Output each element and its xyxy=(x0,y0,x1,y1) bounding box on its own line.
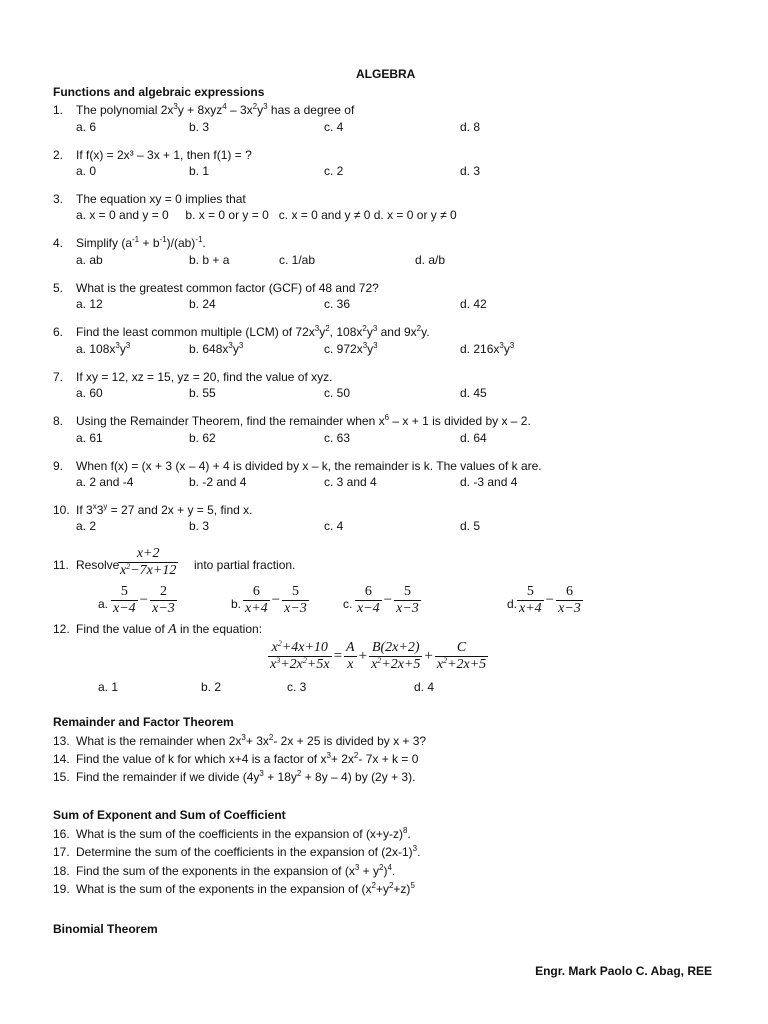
q11-expression: $\frac{x+2}{x^2-7x+12}$ xyxy=(120,546,177,578)
q12-option-a: a. 1 xyxy=(98,680,119,694)
q10-option-c: c. 4 xyxy=(324,519,344,533)
q5-option-c: c. 36 xyxy=(324,297,351,311)
q8-number: 8. xyxy=(53,414,64,428)
q5-option-d: d. 42 xyxy=(460,297,487,311)
q2-number: 2. xyxy=(53,148,64,162)
q5-number: 5. xyxy=(53,281,64,295)
q13-number: 13. xyxy=(53,734,70,748)
section-heading-remainder: Remainder and Factor Theorem xyxy=(53,715,234,729)
q2-option-b: b. 1 xyxy=(189,164,210,178)
q19-text: What is the sum of the exponents in the expansion of $(x^2+y^2+z)^5$ xyxy=(76,881,415,896)
q4-option-d: d. a/b xyxy=(415,253,446,267)
q2-text: If f(x) = 2x³ – 3x + 1, then f(1) = ? xyxy=(76,148,252,162)
q16-number: 16. xyxy=(53,827,70,841)
q10-number: 10. xyxy=(53,503,70,517)
q7-number: 7. xyxy=(53,370,64,384)
q1-option-d: d. 8 xyxy=(460,120,481,134)
q11-option-c-label: c. xyxy=(343,597,353,611)
q9-option-d: d. -3 and 4 xyxy=(460,475,518,489)
q2-option-c: c. 2 xyxy=(324,164,344,178)
q1-text: The polynomial $2x^3y + 8xyz^4 - 3x^2y^3$ has a degree of xyxy=(76,102,355,117)
q11-option-d: $\frac{5}{x+4}$ − $\frac{6}{x-3}$ xyxy=(519,584,581,616)
q10-text: If $3^x3^y = 27$ and 2x + y = 5, find x. xyxy=(76,502,253,517)
q11-number: 11. xyxy=(53,558,69,572)
q4-option-b: b. b + a xyxy=(189,253,230,267)
q10-option-a: a. 2 xyxy=(76,519,97,533)
q8-option-d: d. 64 xyxy=(460,431,487,445)
q7-option-d: d. 45 xyxy=(460,386,487,400)
q12-option-d: d. 4 xyxy=(414,680,435,694)
q2-option-a: a. 0 xyxy=(76,164,97,178)
q15-text: Find the remainder if we divide $(4y^3 + 18y^2 + 8y - 4)$ by (2y + 3). xyxy=(76,769,416,784)
q5-option-b: b. 24 xyxy=(189,297,216,311)
q6-option-a: a. $108x^3y^3$ xyxy=(76,341,131,356)
q12-option-c: c. 3 xyxy=(287,680,307,694)
page-title: ALGEBRA xyxy=(356,67,416,81)
q7-option-a: a. 60 xyxy=(76,386,103,400)
q11-option-a: $\frac{5}{x-4}$ − $\frac{2}{x-3}$ xyxy=(113,584,175,616)
q10-option-b: b. 3 xyxy=(189,519,210,533)
q8-option-c: c. 63 xyxy=(324,431,351,445)
q11-option-c: $\frac{6}{x-4}$ − $\frac{5}{x-3}$ xyxy=(357,584,419,616)
q19-number: 19. xyxy=(53,882,70,896)
q16-text: What is the sum of the coefficients in the expansion of $(x+y-z)^8$. xyxy=(76,826,411,841)
q5-option-a: a. 12 xyxy=(76,297,103,311)
q1-option-a: a. 6 xyxy=(76,120,97,134)
q12-equation: $\frac{x^2+4x+10}{x^3+2x^2+5x}$ = $\frac{A}{x}$ + $\frac{B(2x+2)}{x^2+2x+5}$ + $\frac{C}{x^2+2x+5}$ xyxy=(270,639,487,672)
q18-number: 18. xyxy=(53,864,70,878)
section-heading-functions: Functions and algebraic expressions xyxy=(53,85,265,99)
q9-option-a: a. 2 and -4 xyxy=(76,475,134,489)
q8-option-b: b. 62 xyxy=(189,431,216,445)
q11-instruction: into partial fraction. xyxy=(194,558,296,572)
q1-number: 1. xyxy=(53,103,64,117)
q6-number: 6. xyxy=(53,325,64,339)
q4-text: Simplify $(a^{-1} + b^{-1})/(ab)^{-1}$. xyxy=(76,235,206,250)
q11-option-a-label: a. xyxy=(98,597,109,611)
q9-text: When f(x) = (x + 3 (x – 4) + 4 is divided by x – k, the remainder is k. The values of k are. xyxy=(76,459,542,473)
q11-option-b-label: b. xyxy=(231,597,242,611)
q6-option-c: c. $972x^3y^3$ xyxy=(324,341,378,356)
q9-number: 9. xyxy=(53,459,64,473)
q11-resolve-label: Resolve xyxy=(76,558,120,572)
q4-number: 4. xyxy=(53,236,64,250)
q17-text: Determine the sum of the coefficients in the expansion of $(2x-1)^3$. xyxy=(76,844,421,859)
q1-option-b: b. 3 xyxy=(189,120,210,134)
q9-option-b: b. -2 and 4 xyxy=(189,475,247,489)
q3-options: a. x = 0 and y = 0 b. x = 0 or y = 0 c. x = 0 and y ≠ 0 d. x = 0 or y ≠ 0 xyxy=(76,208,457,222)
section-heading-exponent: Sum of Exponent and Sum of Coefficient xyxy=(53,808,286,822)
q5-text: What is the greatest common factor (GCF) of 48 and 72? xyxy=(76,281,379,295)
q4-option-c: c. 1/ab xyxy=(279,253,316,267)
q3-number: 3. xyxy=(53,192,64,206)
q8-text: Using the Remainder Theorem, find the remainder when $x^6 - x + 1$ is divided by x – 2. xyxy=(76,413,531,428)
q15-number: 15. xyxy=(53,770,70,784)
q11-option-b: $\frac{6}{x+4}$ − $\frac{5}{x-3}$ xyxy=(245,584,307,616)
q6-option-d: d. $216x^3y^3$ xyxy=(460,341,515,356)
q7-option-b: b. 55 xyxy=(189,386,216,400)
q17-number: 17. xyxy=(53,845,70,859)
q4-option-a: a. ab xyxy=(76,253,103,267)
author-footer: Engr. Mark Paolo C. Abag, REE xyxy=(535,964,712,978)
q6-text: Find the least common multiple (LCM) of $72x^3y^2$, $108x^2y^3$ and $9x^2y$. xyxy=(76,324,430,339)
q14-number: 14. xyxy=(53,752,70,766)
q11-option-d-label: d. xyxy=(507,597,518,611)
q3-text: The equation xy = 0 implies that xyxy=(76,192,246,206)
q12-option-b: b. 2 xyxy=(201,680,222,694)
q14-text: Find the value of k for which x+4 is a factor of $x^3+ 2x^2-$ 7x + k = 0 xyxy=(76,751,419,766)
q9-option-c: c. 3 and 4 xyxy=(324,475,377,489)
q1-option-c: c. 4 xyxy=(324,120,344,134)
q2-option-d: d. 3 xyxy=(460,164,481,178)
q18-text: Find the sum of the exponents in the expansion of $(x^3 + y^2)^4$. xyxy=(76,863,396,878)
q6-option-b: b. $648x^3y^3$ xyxy=(189,341,244,356)
q13-text: What is the remainder when $2x^3+ 3x^2-$ 2x + 25 is divided by x + 3? xyxy=(76,733,427,748)
q12-text: Find the value of A in the equation: xyxy=(76,622,263,637)
q10-option-d: d. 5 xyxy=(460,519,481,533)
q8-option-a: a. 61 xyxy=(76,431,103,445)
section-heading-binomial: Binomial Theorem xyxy=(53,922,158,936)
q7-option-c: c. 50 xyxy=(324,386,351,400)
q12-number: 12. xyxy=(53,622,70,636)
q7-text: If xy = 12, xz = 15, yz = 20, find the value of xyz. xyxy=(76,370,333,384)
